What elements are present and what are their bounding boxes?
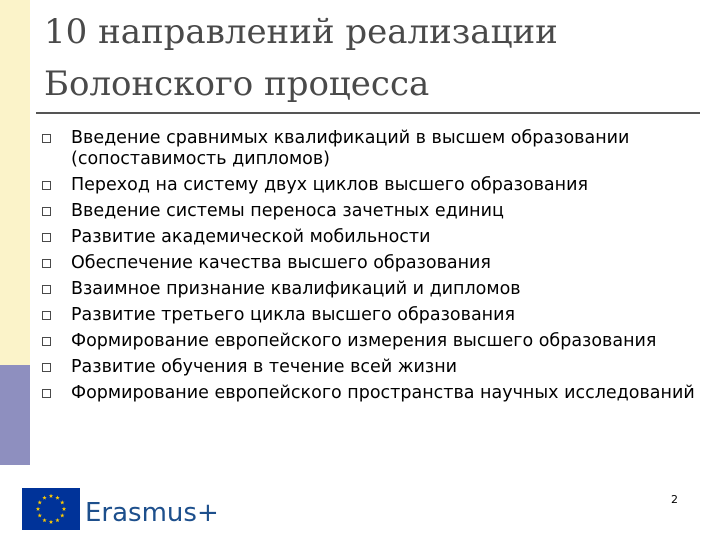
list-item-text: Формирование европейского измерения высшего образования: [71, 331, 657, 351]
page-number: 2: [671, 493, 678, 506]
list-item: [40, 383, 700, 404]
slide-title: 10 направлений реализации Болонского процесса: [44, 12, 558, 104]
list-item-text: Развитие обучения в течение всей жизни: [71, 357, 458, 377]
list-item: [40, 305, 700, 326]
list-item-text: Переход на систему двух циклов высшего образования: [71, 175, 588, 195]
square-bullet-icon: [42, 363, 51, 372]
list-item: [40, 201, 700, 222]
square-bullet-icon: [42, 337, 51, 346]
square-bullet-icon: [42, 285, 51, 294]
decorative-stripe-bottom: [0, 365, 30, 465]
square-bullet-icon: [42, 233, 51, 242]
square-bullet-icon: [42, 311, 51, 320]
decorative-stripe-top: [0, 0, 30, 365]
bullet-list: [40, 128, 700, 409]
list-item-text: Взаимное признание квалификаций и дипломов: [71, 279, 521, 299]
list-item: [40, 279, 700, 300]
list-item: [40, 175, 700, 196]
list-item: [40, 357, 700, 378]
list-item-text: Введение системы переноса зачетных единиц: [71, 201, 504, 221]
erasmus-logo: [22, 488, 222, 534]
list-item-text: Развитие академической мобильности: [71, 227, 431, 247]
list-item-text: Обеспечение качества высшего образования: [71, 253, 491, 273]
list-item-text: Введение сравнимых квалификаций в высшем образовании (сопоставимость дипломов): [71, 128, 630, 169]
eu-flag-icon: [22, 488, 80, 530]
list-item: [40, 253, 700, 274]
list-item: [40, 128, 700, 170]
list-item: [40, 331, 700, 352]
square-bullet-icon: [42, 181, 51, 190]
square-bullet-icon: [42, 259, 51, 268]
title-divider: [36, 112, 700, 114]
square-bullet-icon: [42, 134, 51, 143]
square-bullet-icon: [42, 389, 51, 398]
square-bullet-icon: [42, 207, 51, 216]
list-item: [40, 227, 700, 248]
list-item-text: Формирование европейского пространства научных исследований: [71, 383, 695, 403]
erasmus-logo-text: Erasmus+: [85, 498, 219, 528]
list-item-text: Развитие третьего цикла высшего образования: [71, 305, 516, 325]
